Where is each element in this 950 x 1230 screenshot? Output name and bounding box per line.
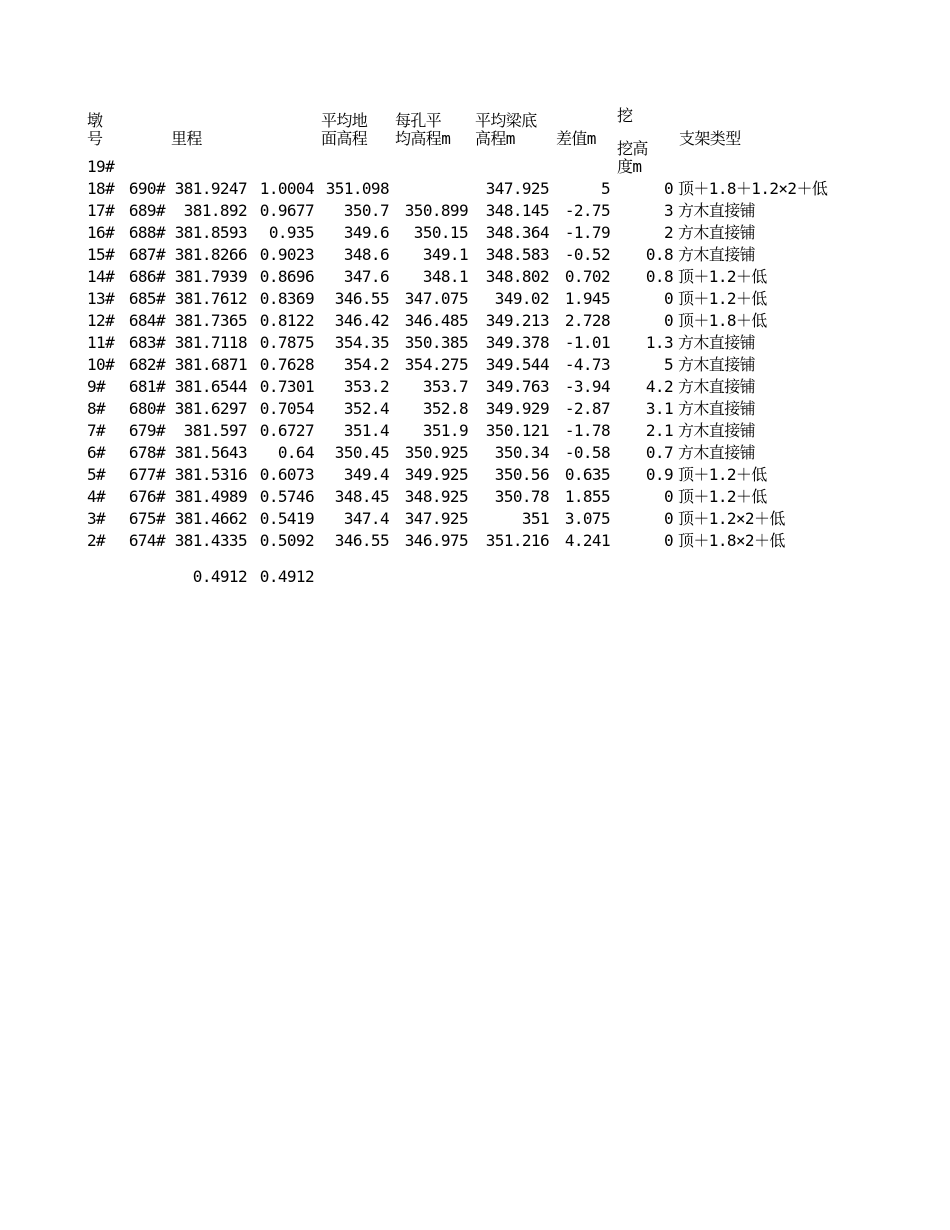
- mileage-cell: 381.7612: [174, 289, 247, 308]
- span-average-cell: 350.925: [404, 443, 468, 462]
- pier-number-cell: 688#: [128, 223, 165, 242]
- dig-height-cell: 0.8: [645, 267, 673, 286]
- ground-elevation-cell: 350.45: [334, 443, 389, 462]
- support-type-cell: 方木直接铺: [678, 377, 756, 396]
- pier-number-cell: 678#: [128, 443, 165, 462]
- beam-bottom-cell: 348.802: [485, 267, 549, 286]
- beam-bottom-cell: 347.925: [485, 179, 549, 198]
- support-type-cell: 方木直接铺: [678, 355, 756, 374]
- pier-number-cell: 680#: [128, 399, 165, 418]
- beam-bottom-cell: 349.213: [485, 311, 549, 330]
- support-type-cell: 方木直接铺: [678, 443, 756, 462]
- pier-cell: 15#: [87, 245, 115, 264]
- dig-height-cell: 0: [663, 179, 673, 198]
- mileage-cell: 381.9247: [174, 179, 247, 198]
- mileage-cell: 381.4989: [174, 487, 247, 506]
- pier-cell: 19#: [87, 157, 115, 176]
- dig-height-cell: 0.8: [645, 245, 673, 264]
- dig-height-cell: 0.9: [645, 465, 673, 484]
- span-average-cell: 350.385: [404, 333, 468, 352]
- mileage-cell: 381.6544: [174, 377, 247, 396]
- support-type-cell: 顶＋1.8×2＋低: [678, 531, 785, 550]
- pier-cell: 4#: [87, 487, 106, 506]
- pier-cell: 10#: [87, 355, 115, 374]
- ratio-cell: 0.5092: [259, 531, 314, 550]
- difference-cell: 0.702: [564, 267, 610, 286]
- pier-number-cell: 685#: [128, 289, 165, 308]
- pier-cell: 17#: [87, 201, 115, 220]
- ratio-cell: 0.7054: [259, 399, 314, 418]
- beam-bottom-cell: 349.763: [485, 377, 549, 396]
- ratio-cell: 0.935: [268, 223, 314, 242]
- beam-bottom-cell: 349.544: [485, 355, 549, 374]
- pier-number-cell: 681#: [128, 377, 165, 396]
- beam-bottom-cell: 348.145: [485, 201, 549, 220]
- difference-cell: 1.945: [564, 289, 610, 308]
- difference-cell: -1.79: [564, 223, 610, 242]
- span-average-cell: 346.485: [404, 311, 468, 330]
- ground-elevation-cell: 346.42: [334, 311, 389, 330]
- difference-cell: -2.75: [564, 201, 610, 220]
- beam-bottom-cell: 350.34: [494, 443, 549, 462]
- dig-height-cell: 2: [663, 223, 673, 242]
- footer-mileage: 0.4912: [192, 567, 247, 586]
- ground-elevation-cell: 350.7: [343, 201, 389, 220]
- support-type-cell: 方木直接铺: [678, 245, 756, 264]
- ground-elevation-cell: 349.4: [343, 465, 389, 484]
- dig-height-cell: 0: [663, 509, 673, 528]
- beam-bottom-cell: 350.78: [494, 487, 549, 506]
- beam-bottom-cell: 349.378: [485, 333, 549, 352]
- ratio-cell: 0.6727: [259, 421, 314, 440]
- dig-height-cell: 0: [663, 311, 673, 330]
- support-type-cell: 顶＋1.8＋1.2×2＋低: [678, 179, 828, 198]
- pier-number-cell: 687#: [128, 245, 165, 264]
- difference-cell: 0.635: [564, 465, 610, 484]
- mileage-cell: 381.892: [183, 201, 247, 220]
- span-average-cell: 350.899: [404, 201, 468, 220]
- support-type-cell: 顶＋1.2＋低: [678, 487, 767, 506]
- difference-cell: 1.855: [564, 487, 610, 506]
- span-average-cell: 354.275: [404, 355, 468, 374]
- difference-cell: -0.58: [564, 443, 610, 462]
- mileage-cell: 381.6871: [174, 355, 247, 374]
- ratio-cell: 0.8696: [259, 267, 314, 286]
- beam-bottom-cell: 349.02: [494, 289, 549, 308]
- mileage-cell: 381.7118: [174, 333, 247, 352]
- difference-cell: -1.01: [564, 333, 610, 352]
- ground-elevation-cell: 348.6: [343, 245, 389, 264]
- mileage-cell: 381.5316: [174, 465, 247, 484]
- pier-cell: 11#: [87, 333, 115, 352]
- span-average-cell: 347.075: [404, 289, 468, 308]
- pier-number-cell: 674#: [128, 531, 165, 550]
- dig-height-cell: 4.2: [645, 377, 673, 396]
- support-type-cell: 方木直接铺: [678, 333, 756, 352]
- pier-cell: 8#: [87, 399, 106, 418]
- ground-elevation-cell: 348.45: [334, 487, 389, 506]
- difference-cell: 2.728: [564, 311, 610, 330]
- support-type-cell: 方木直接铺: [678, 201, 756, 220]
- span-average-cell: 346.975: [404, 531, 468, 550]
- ratio-cell: 0.7875: [259, 333, 314, 352]
- beam-bottom-cell: 351: [521, 509, 549, 528]
- mileage-cell: 381.8593: [174, 223, 247, 242]
- pier-cell: 6#: [87, 443, 106, 462]
- mileage-cell: 381.4662: [174, 509, 247, 528]
- header-dig-label: 挖高 度m: [617, 139, 648, 176]
- ratio-cell: 0.5746: [259, 487, 314, 506]
- ground-elevation-cell: 346.55: [334, 289, 389, 308]
- support-type-cell: 方木直接铺: [678, 223, 756, 242]
- support-type-cell: 顶＋1.2＋低: [678, 267, 767, 286]
- header-ground-elevation: 平均地 面高程: [321, 111, 368, 148]
- difference-cell: -3.94: [564, 377, 610, 396]
- mileage-cell: 381.8266: [174, 245, 247, 264]
- support-type-cell: 顶＋1.8＋低: [678, 311, 767, 330]
- mileage-cell: 381.7939: [174, 267, 247, 286]
- header-mileage: 里程: [171, 129, 202, 148]
- support-type-cell: 方木直接铺: [678, 399, 756, 418]
- ratio-cell: 0.64: [277, 443, 314, 462]
- pier-cell: 9#: [87, 377, 106, 396]
- pier-cell: 3#: [87, 509, 106, 528]
- ratio-cell: 0.7301: [259, 377, 314, 396]
- difference-cell: -2.87: [564, 399, 610, 418]
- pier-cell: 12#: [87, 311, 115, 330]
- ground-elevation-cell: 346.55: [334, 531, 389, 550]
- ratio-cell: 0.5419: [259, 509, 314, 528]
- beam-bottom-cell: 349.929: [485, 399, 549, 418]
- dig-height-cell: 3: [663, 201, 673, 220]
- difference-cell: -4.73: [564, 355, 610, 374]
- span-average-cell: 348.925: [404, 487, 468, 506]
- pier-cell: 18#: [87, 179, 115, 198]
- span-average-cell: 348.1: [422, 267, 468, 286]
- pier-number-cell: 683#: [128, 333, 165, 352]
- ratio-cell: 1.0004: [259, 179, 314, 198]
- ground-elevation-cell: 347.6: [343, 267, 389, 286]
- ground-elevation-cell: 353.2: [343, 377, 389, 396]
- pier-number-cell: 679#: [128, 421, 165, 440]
- dig-height-cell: 1.3: [645, 333, 673, 352]
- header-support-type: 支架类型: [679, 129, 741, 148]
- ratio-cell: 0.9023: [259, 245, 314, 264]
- ratio-cell: 0.9677: [259, 201, 314, 220]
- span-average-cell: 347.925: [404, 509, 468, 528]
- difference-cell: -1.78: [564, 421, 610, 440]
- span-average-cell: 349.1: [422, 245, 468, 264]
- pier-cell: 5#: [87, 465, 106, 484]
- span-average-cell: 352.8: [422, 399, 468, 418]
- pier-number-cell: 677#: [128, 465, 165, 484]
- difference-cell: -0.52: [564, 245, 610, 264]
- pier-number-cell: 690#: [128, 179, 165, 198]
- span-average-cell: 350.15: [413, 223, 468, 242]
- ratio-cell: 0.6073: [259, 465, 314, 484]
- ratio-cell: 0.8122: [259, 311, 314, 330]
- header-beam-bottom: 平均梁底 高程m: [475, 111, 537, 148]
- beam-bottom-cell: 351.216: [485, 531, 549, 550]
- ratio-cell: 0.7628: [259, 355, 314, 374]
- difference-cell: 5: [600, 179, 610, 198]
- footer-ratio: 0.4912: [259, 567, 314, 586]
- span-average-cell: 351.9: [422, 421, 468, 440]
- dig-height-cell: 5: [663, 355, 673, 374]
- pier-cell: 14#: [87, 267, 115, 286]
- ground-elevation-cell: 351.4: [343, 421, 389, 440]
- dig-height-cell: 0: [663, 487, 673, 506]
- beam-bottom-cell: 350.121: [485, 421, 549, 440]
- pier-number-cell: 682#: [128, 355, 165, 374]
- support-type-cell: 顶＋1.2＋低: [678, 289, 767, 308]
- ground-elevation-cell: 354.2: [343, 355, 389, 374]
- dig-height-cell: 0: [663, 289, 673, 308]
- ground-elevation-cell: 349.6: [343, 223, 389, 242]
- mileage-cell: 381.597: [183, 421, 247, 440]
- ground-elevation-cell: 352.4: [343, 399, 389, 418]
- pier-number-cell: 686#: [128, 267, 165, 286]
- ratio-cell: 0.8369: [259, 289, 314, 308]
- span-average-cell: 349.925: [404, 465, 468, 484]
- beam-bottom-cell: 348.583: [485, 245, 549, 264]
- mileage-cell: 381.5643: [174, 443, 247, 462]
- pier-number-cell: 675#: [128, 509, 165, 528]
- span-average-cell: 353.7: [422, 377, 468, 396]
- beam-bottom-cell: 348.364: [485, 223, 549, 242]
- pier-number-cell: 689#: [128, 201, 165, 220]
- header-dig-clipped-text: 挖: [617, 106, 633, 125]
- header-span-average: 每孔平 均高程m: [395, 111, 451, 148]
- pier-cell: 7#: [87, 421, 106, 440]
- pier-number-cell: 684#: [128, 311, 165, 330]
- ground-elevation-cell: 351.098: [325, 179, 389, 198]
- ground-elevation-cell: 354.35: [334, 333, 389, 352]
- difference-cell: 4.241: [564, 531, 610, 550]
- dig-height-cell: 2.1: [645, 421, 673, 440]
- mileage-cell: 381.6297: [174, 399, 247, 418]
- support-type-cell: 顶＋1.2×2＋低: [678, 509, 785, 528]
- pier-number-cell: 676#: [128, 487, 165, 506]
- pier-cell: 2#: [87, 531, 106, 550]
- header-pier: 墩 号: [87, 111, 103, 148]
- mileage-cell: 381.4335: [174, 531, 247, 550]
- header-difference: 差值m: [556, 129, 596, 148]
- dig-height-cell: 3.1: [645, 399, 673, 418]
- difference-cell: 3.075: [564, 509, 610, 528]
- dig-height-cell: 0: [663, 531, 673, 550]
- pier-cell: 13#: [87, 289, 115, 308]
- support-type-cell: 顶＋1.2＋低: [678, 465, 767, 484]
- dig-height-cell: 0.7: [645, 443, 673, 462]
- support-type-cell: 方木直接铺: [678, 421, 756, 440]
- mileage-cell: 381.7365: [174, 311, 247, 330]
- beam-bottom-cell: 350.56: [494, 465, 549, 484]
- ground-elevation-cell: 347.4: [343, 509, 389, 528]
- pier-cell: 16#: [87, 223, 115, 242]
